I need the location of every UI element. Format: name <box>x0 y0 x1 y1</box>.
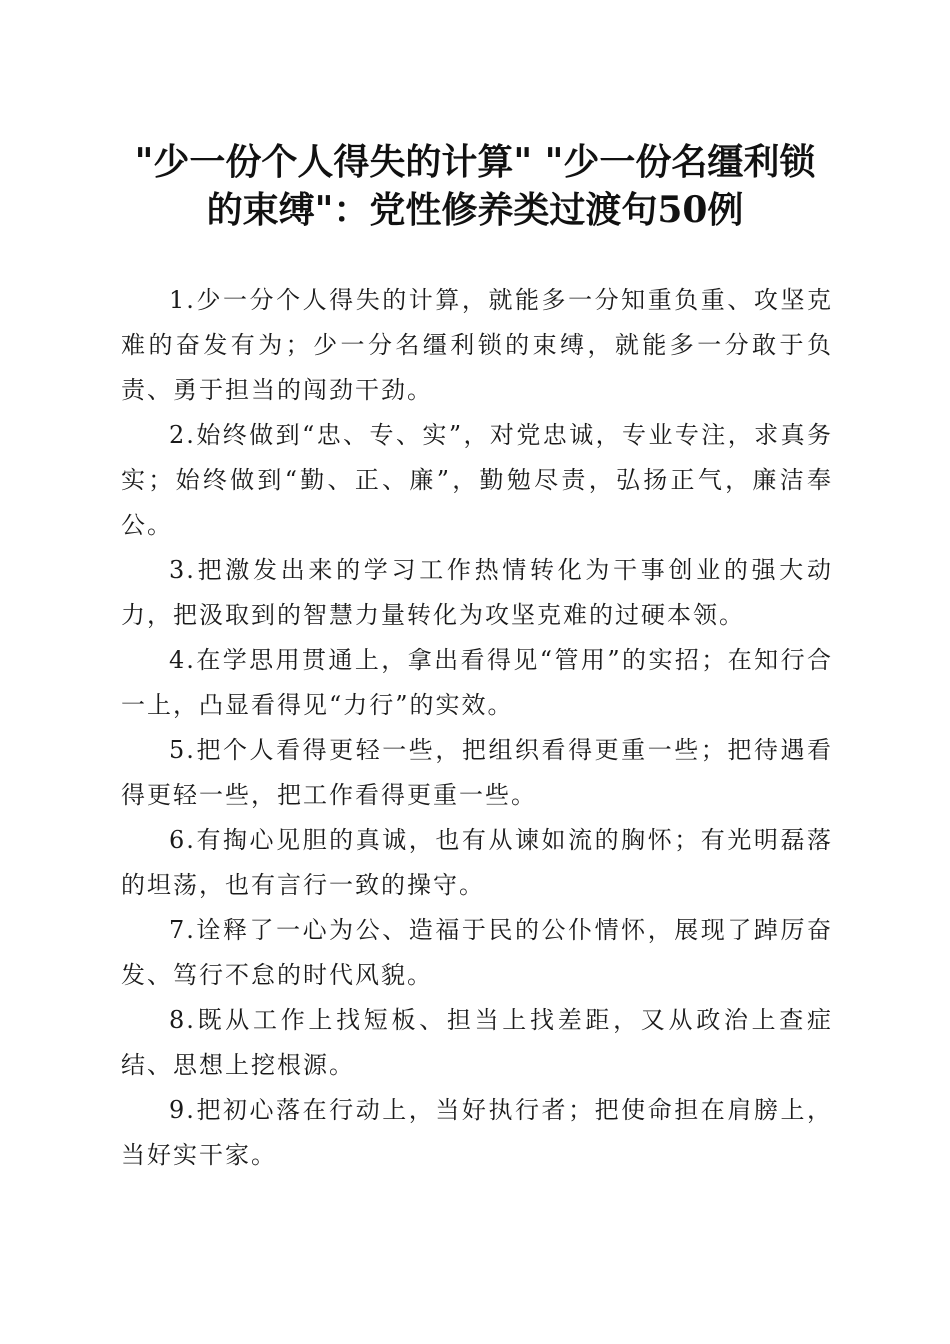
paragraph-5: 5.把个人看得更轻一些，把组织看得更重一些；把待遇看得更轻一些，把工作看得更重一些。 <box>121 736 833 809</box>
document-title <box>100 138 850 234</box>
title-line-2: 的束缚"：党性修养类过渡句50例 <box>206 189 744 231</box>
paragraph-6: 6.有掏心见胆的真诚，也有从谏如流的胸怀；有光明磊落的坦荡，也有言行一致的操守。 <box>121 826 833 899</box>
paragraph-3: 3.把激发出来的学习工作热情转化为干事创业的强大动力，把汲取到的智慧力量转化为攻坚克难的过硬本领。 <box>121 556 833 629</box>
paragraph-7: 7.诠释了一心为公、造福于民的公仆情怀，展现了踔厉奋发、笃行不怠的时代风貌。 <box>121 916 833 989</box>
paragraph-9: 9.把初心落在行动上，当好执行者；把使命担在肩膀上，当好实干家。 <box>121 1096 833 1169</box>
paragraph-8: 8.既从工作上找短板、担当上找差距，又从政治上查症结、思想上挖根源。 <box>121 1006 833 1079</box>
document-body <box>121 278 833 1178</box>
paragraph-2: 2.始终做到“忠、专、实”，对党忠诚，专业专注，求真务实；始终做到“勤、正、廉”，勤勉尽责，弘扬正气，廉洁奉公。 <box>121 421 833 539</box>
paragraph-1: 1.少一分个人得失的计算，就能多一分知重负重、攻坚克难的奋发有为；少一分名缰利锁的束缚，就能多一分敢于负责、勇于担当的闯劲干劲。 <box>121 286 833 404</box>
title-line-1: "少一份个人得失的计算" "少一份名缰利锁 <box>134 141 816 183</box>
paragraph-4: 4.在学思用贯通上，拿出看得见“管用”的实招；在知行合一上，凸显看得见“力行”的实效。 <box>121 646 833 719</box>
